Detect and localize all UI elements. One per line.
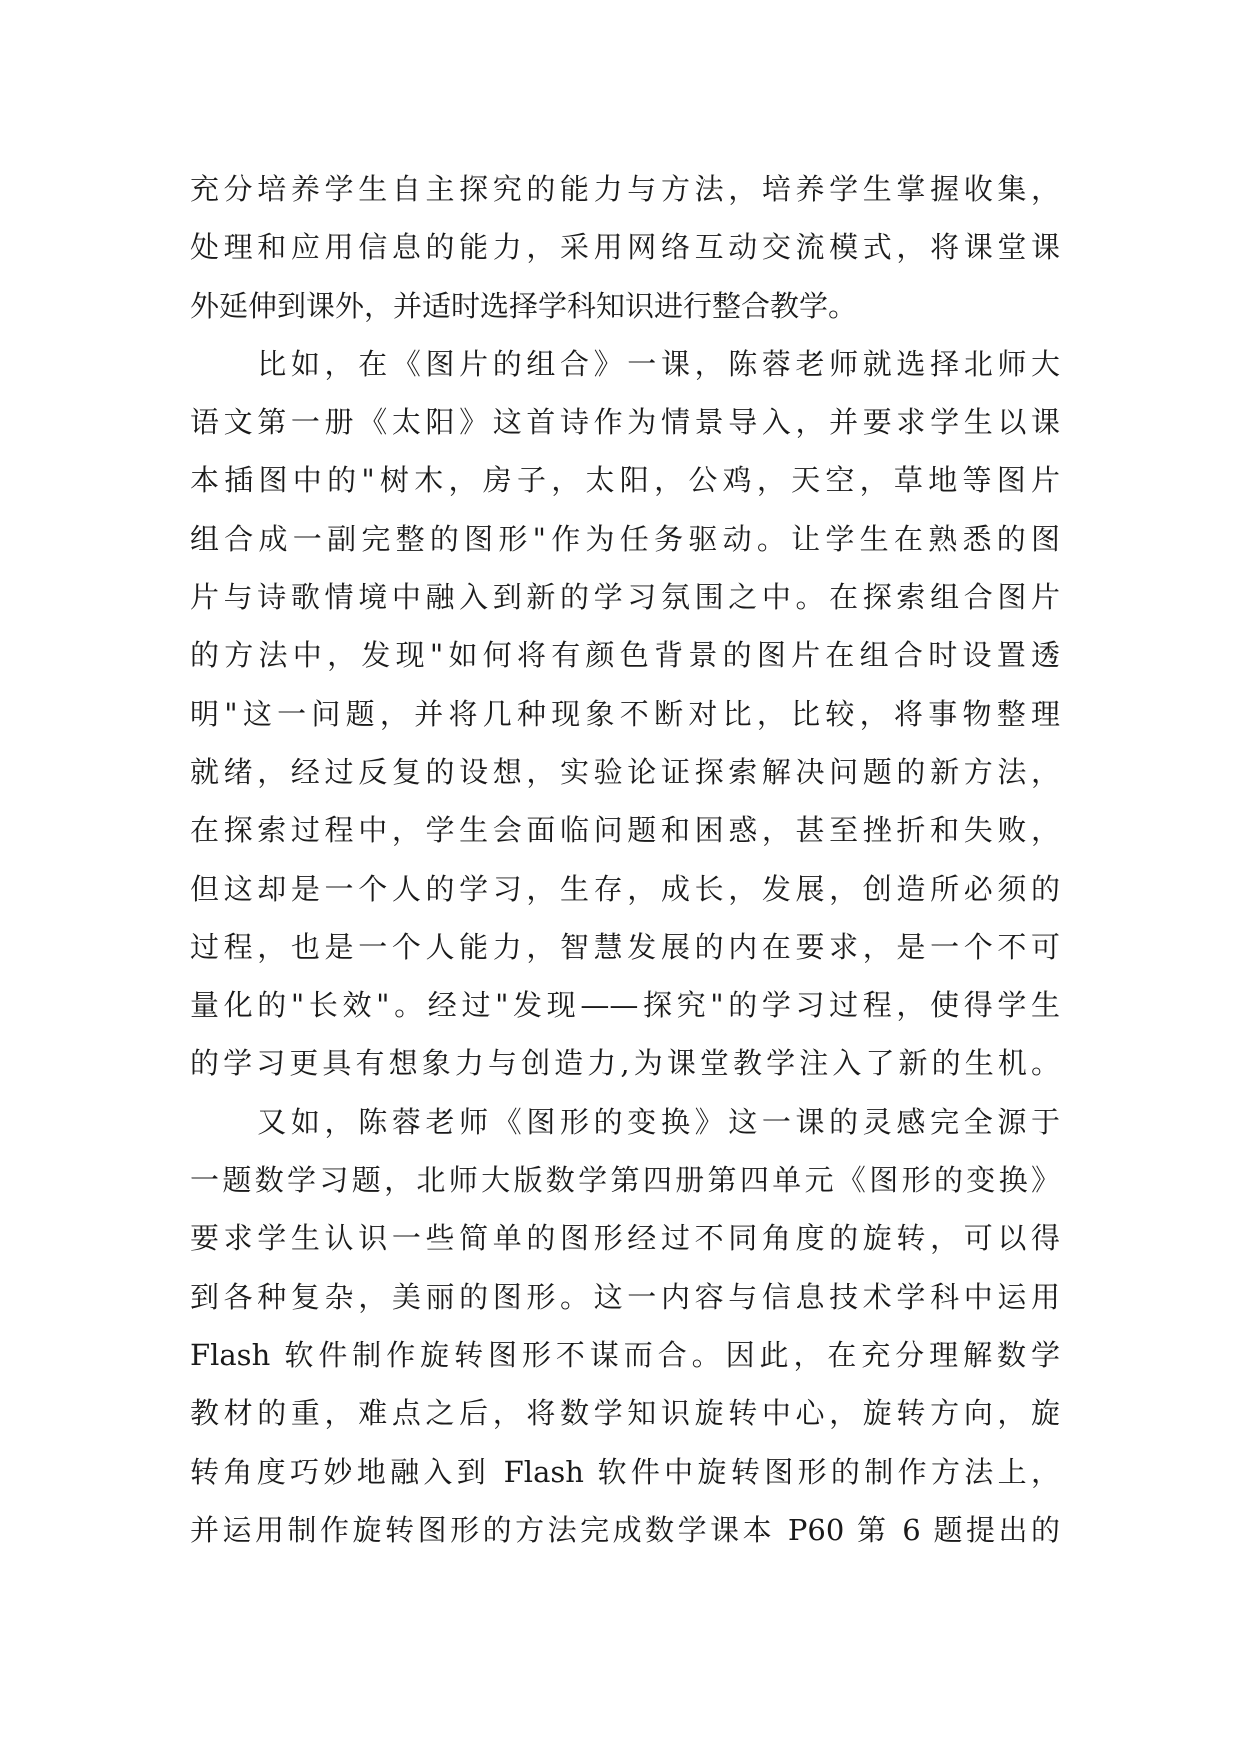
text-line: 片与诗歌情境中融入到新的学习氛围之中。在探索组合图片 — [190, 580, 1060, 615]
text-line: 要求学生认识一些简单的图形经过不同角度的旋转，可以得 — [190, 1221, 1060, 1256]
text-line: 在探索过程中，学生会面临问题和困惑，甚至挫折和失败， — [190, 813, 1060, 848]
text-line: 一题数学习题，北师大版数学第四册第四单元《图形的变换》 — [190, 1163, 1060, 1198]
text-line: 量化的"长效"。经过"发现——探究"的学习过程，使得学生 — [190, 988, 1060, 1023]
text-line: 就绪，经过反复的设想，实验论证探索解决问题的新方法， — [190, 754, 1060, 789]
text-line: 充分培养学生自主探究的能力与方法，培养学生掌握收集， — [190, 172, 1060, 206]
text-line: 到各种复杂，美丽的图形。这一内容与信息技术学科中运用 — [190, 1279, 1060, 1314]
text-line: 转角度巧妙地融入到 Flash 软件中旋转图形的制作方法上， — [190, 1454, 1060, 1489]
text-line: 语文第一册《太阳》这首诗作为情景导入，并要求学生以课 — [190, 405, 1060, 440]
text-line: 本插图中的"树木，房子，太阳，公鸡，天空，草地等图片 — [190, 463, 1060, 498]
body-text — [190, 160, 1060, 1559]
text-line: Flash 软件制作旋转图形不谋而合。因此，在充分理解数学 — [190, 1337, 1060, 1372]
text-line: 过程，也是一个人能力，智慧发展的内在要求，是一个不可 — [190, 929, 1060, 964]
text-line: 处理和应用信息的能力，采用网络互动交流模式，将课堂课 — [190, 230, 1060, 265]
text-line: 教材的重，难点之后，将数学知识旋转中心，旋转方向，旋 — [190, 1396, 1060, 1431]
text-line: 组合成一副完整的图形"作为任务驱动。让学生在熟悉的图 — [190, 521, 1060, 556]
text-line: 外延伸到课外，并适时选择学科知识进行整合教学。 — [190, 288, 858, 323]
text-line: 的学习更具有想象力与创造力,为课堂教学注入了新的生机。 — [190, 1046, 1060, 1081]
text-line: 并运用制作旋转图形的方法完成数学课本 P60 第 6 题提出的 — [190, 1512, 1060, 1547]
text-line: 比如，在《图片的组合》一课，陈蓉老师就选择北师大 — [190, 346, 1060, 381]
text-line: 的方法中，发现"如何将有颜色背景的图片在组合时设置透 — [190, 638, 1060, 673]
text-line: 明"这一问题，并将几种现象不断对比，比较，将事物整理 — [190, 696, 1060, 731]
text-line: 但这却是一个人的学习，生存，成长，发展，创造所必须的 — [190, 871, 1060, 906]
text-line: 又如，陈蓉老师《图形的变换》这一课的灵感完全源于 — [190, 1104, 1060, 1139]
